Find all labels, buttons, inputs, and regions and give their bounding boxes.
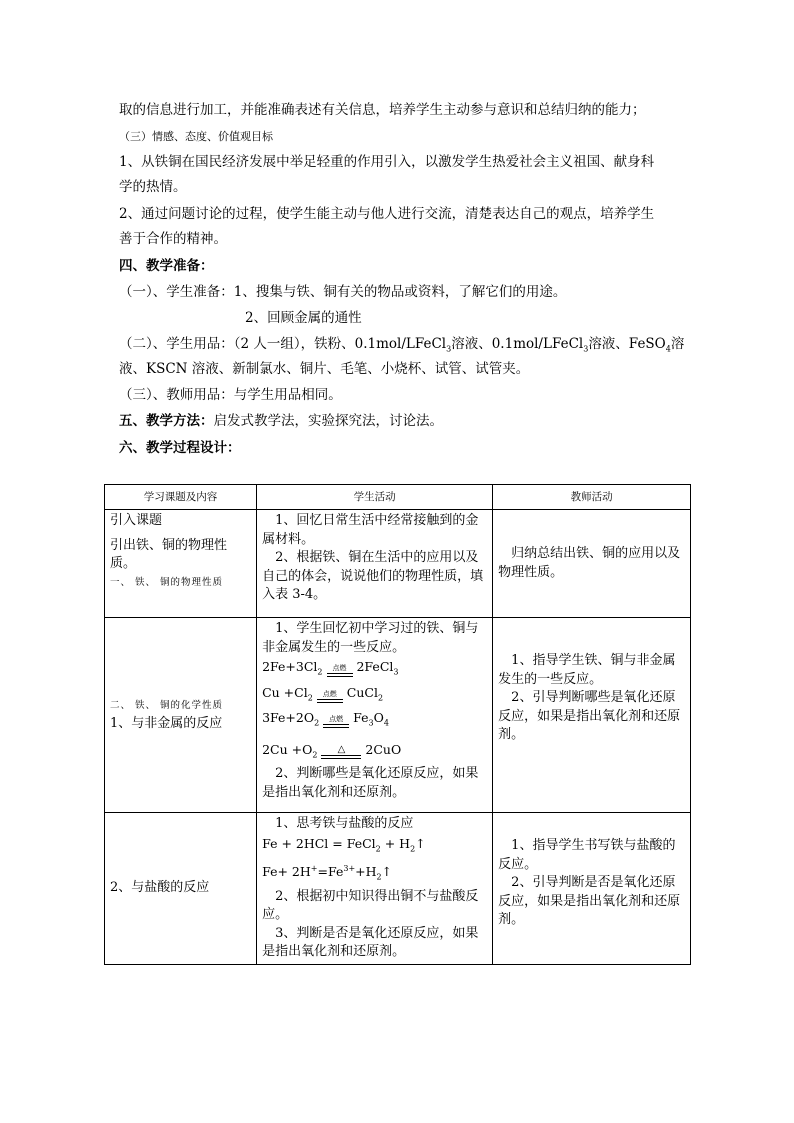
row3-student-intro: 1、思考铁与盐酸的反应 bbox=[275, 816, 414, 831]
row3-topic-line1: 2、与盐酸的反应 bbox=[110, 880, 210, 896]
intro-line-3: 1、从铁铜在国民经济发展中举足轻重的作用引入，以激发学生热爱社会主义祖国、献身科 bbox=[119, 154, 655, 170]
section4-heading: 四、教学准备： bbox=[119, 258, 214, 274]
student-prep-1: （一）、学生准备：1、搜集与铁、铜有关的物品或资料，了解它们的用途。 bbox=[119, 284, 567, 300]
header-topic: 学习课题及内容 bbox=[105, 485, 257, 510]
row3-teacher-1: 1、指导学生书写铁与盐酸的反应。 bbox=[498, 838, 676, 872]
section6-heading: 六、教学过程设计： bbox=[119, 440, 241, 456]
supplies-line-2: 液、KSCN 溶液、新制氯水、铜片、毛笔、小烧杯、试管、试管夹。 bbox=[119, 361, 530, 377]
intro-line-4: 学的热情。 bbox=[119, 179, 187, 195]
equation-fe-hcl: Fe + 2HCl = FeCl$_2$ + $H_2↑$ bbox=[262, 835, 426, 853]
objective-heading-3: （三）情感、态度、价值观目标 bbox=[119, 130, 273, 143]
table-row bbox=[105, 618, 691, 813]
row1-section-title: 一、 铁、 铜的物理性质 bbox=[110, 576, 224, 588]
row3-teacher-2: 2、引导判断是否是氧化还原反应，如果是指出氧化剂和还原剂。 bbox=[498, 875, 681, 927]
student-prep-2: 2、回顾金属的通性 bbox=[245, 310, 362, 326]
intro-line-6: 善于合作的精神。 bbox=[119, 231, 227, 247]
heat-condition: △ bbox=[321, 746, 361, 759]
ignite-condition: 点燃 bbox=[327, 665, 353, 677]
equation-fe-cl2: $2Fe+3Cl_2$ 点燃 2FeCl$_3$ bbox=[262, 659, 399, 677]
row1-topic-line1: 引入课题 bbox=[110, 513, 163, 528]
supplies-c: 溶液、FeSO bbox=[588, 336, 666, 352]
row1-student-2: 2、根据铁、铜在生活中的应用以及自己的体会，说说他们的物理性质，填入表 3-4。 bbox=[262, 550, 484, 602]
row1-topic bbox=[105, 510, 257, 618]
teacher-supplies: （三）、教师用品：与学生用品相同。 bbox=[119, 387, 342, 403]
table-row bbox=[105, 510, 691, 618]
row2-student-intro: 1、学生回忆初中学习过的铁、铜与非金属发生的一些反应。 bbox=[262, 621, 479, 655]
supplies-line-1 bbox=[119, 335, 684, 359]
row2-topic bbox=[105, 618, 257, 813]
equation-fe-o2: $3Fe+2O_2$ 点燃 $Fe_3O_4$ bbox=[262, 710, 389, 728]
row1-student-1: 1、回忆日常生活中经常接触到的金属材料。 bbox=[262, 513, 479, 547]
sub-3: 3 bbox=[446, 344, 452, 354]
sub-4: 4 bbox=[665, 344, 671, 354]
header-teacher-activity: 教师活动 bbox=[493, 485, 691, 510]
section5 bbox=[119, 412, 443, 430]
table-row bbox=[105, 813, 691, 965]
row1-topic-line2: 引出铁、铜的物理性质。 bbox=[110, 537, 228, 571]
row1-teacher-1: 归纳总结出铁、铜的应用以及物理性质。 bbox=[498, 546, 681, 580]
equation-fe-h-ion: $Fe+ 2H^+=Fe^{3+}+H_2↑$ bbox=[262, 864, 393, 882]
row3-student-2: 2、根据初中知识得出铜不与盐酸反应。 bbox=[262, 888, 479, 923]
supplies-b: 溶液、0.1mol/LFeCl bbox=[451, 336, 584, 352]
row2-teacher bbox=[493, 618, 691, 813]
row3-student bbox=[257, 813, 493, 965]
lesson-design-table bbox=[104, 484, 691, 965]
section5-heading: 五、教学方法： bbox=[119, 413, 214, 429]
row2-teacher-2: 2、引导判断哪些是氧化还原反应，如果是指出氧化剂和还原剂。 bbox=[498, 690, 681, 742]
row2-student bbox=[257, 618, 493, 813]
header-student-activity: 学生活动 bbox=[257, 485, 493, 510]
supplies-d: 溶 bbox=[670, 336, 685, 352]
row2-student-outro: 2、判断哪些是氧化还原反应，如果是指出氧化剂和还原剂。 bbox=[262, 766, 479, 800]
intro-line-5: 2、通过问题讨论的过程，使学生能主动与他人进行交流，清楚表达自己的观点，培养学生 bbox=[119, 206, 655, 222]
row1-student bbox=[257, 510, 493, 618]
row2-topic-line1: 1、与非金属的反应 bbox=[110, 716, 223, 731]
table-header-row bbox=[105, 485, 691, 510]
row1-teacher bbox=[493, 510, 691, 618]
ignite-condition: 点燃 bbox=[317, 691, 343, 703]
sub-3: 3 bbox=[583, 344, 589, 354]
intro-line-1: 取的信息进行加工，并能准确表述有关信息，培养学生主动参与意识和总结归纳的能力； bbox=[119, 102, 646, 118]
row3-student-3: 3、判断是否是氧化还原反应，如果是指出氧化剂和还原剂。 bbox=[262, 925, 479, 960]
row2-teacher-1: 1、指导学生铁、铜与非金属发生的一些反应。 bbox=[498, 653, 676, 687]
row2-section-title: 二、 铁、 铜的化学性质 bbox=[110, 699, 224, 711]
equation-cu-o2: $2Cu +O_2$ △ 2CuO bbox=[262, 741, 402, 759]
ignite-condition: 点燃 bbox=[323, 716, 349, 728]
section5-text: 启发式教学法，实验探究法，讨论法。 bbox=[213, 413, 443, 429]
row3-teacher bbox=[493, 813, 691, 965]
row3-topic bbox=[105, 813, 257, 965]
equation-cu-cl2: $Cu +Cl_2$ 点燃 CuCl$_2$ bbox=[262, 684, 384, 702]
supplies-a: （二）、学生用品：（2 人一组），铁粉、0.1mol/LFeCl bbox=[119, 336, 447, 352]
